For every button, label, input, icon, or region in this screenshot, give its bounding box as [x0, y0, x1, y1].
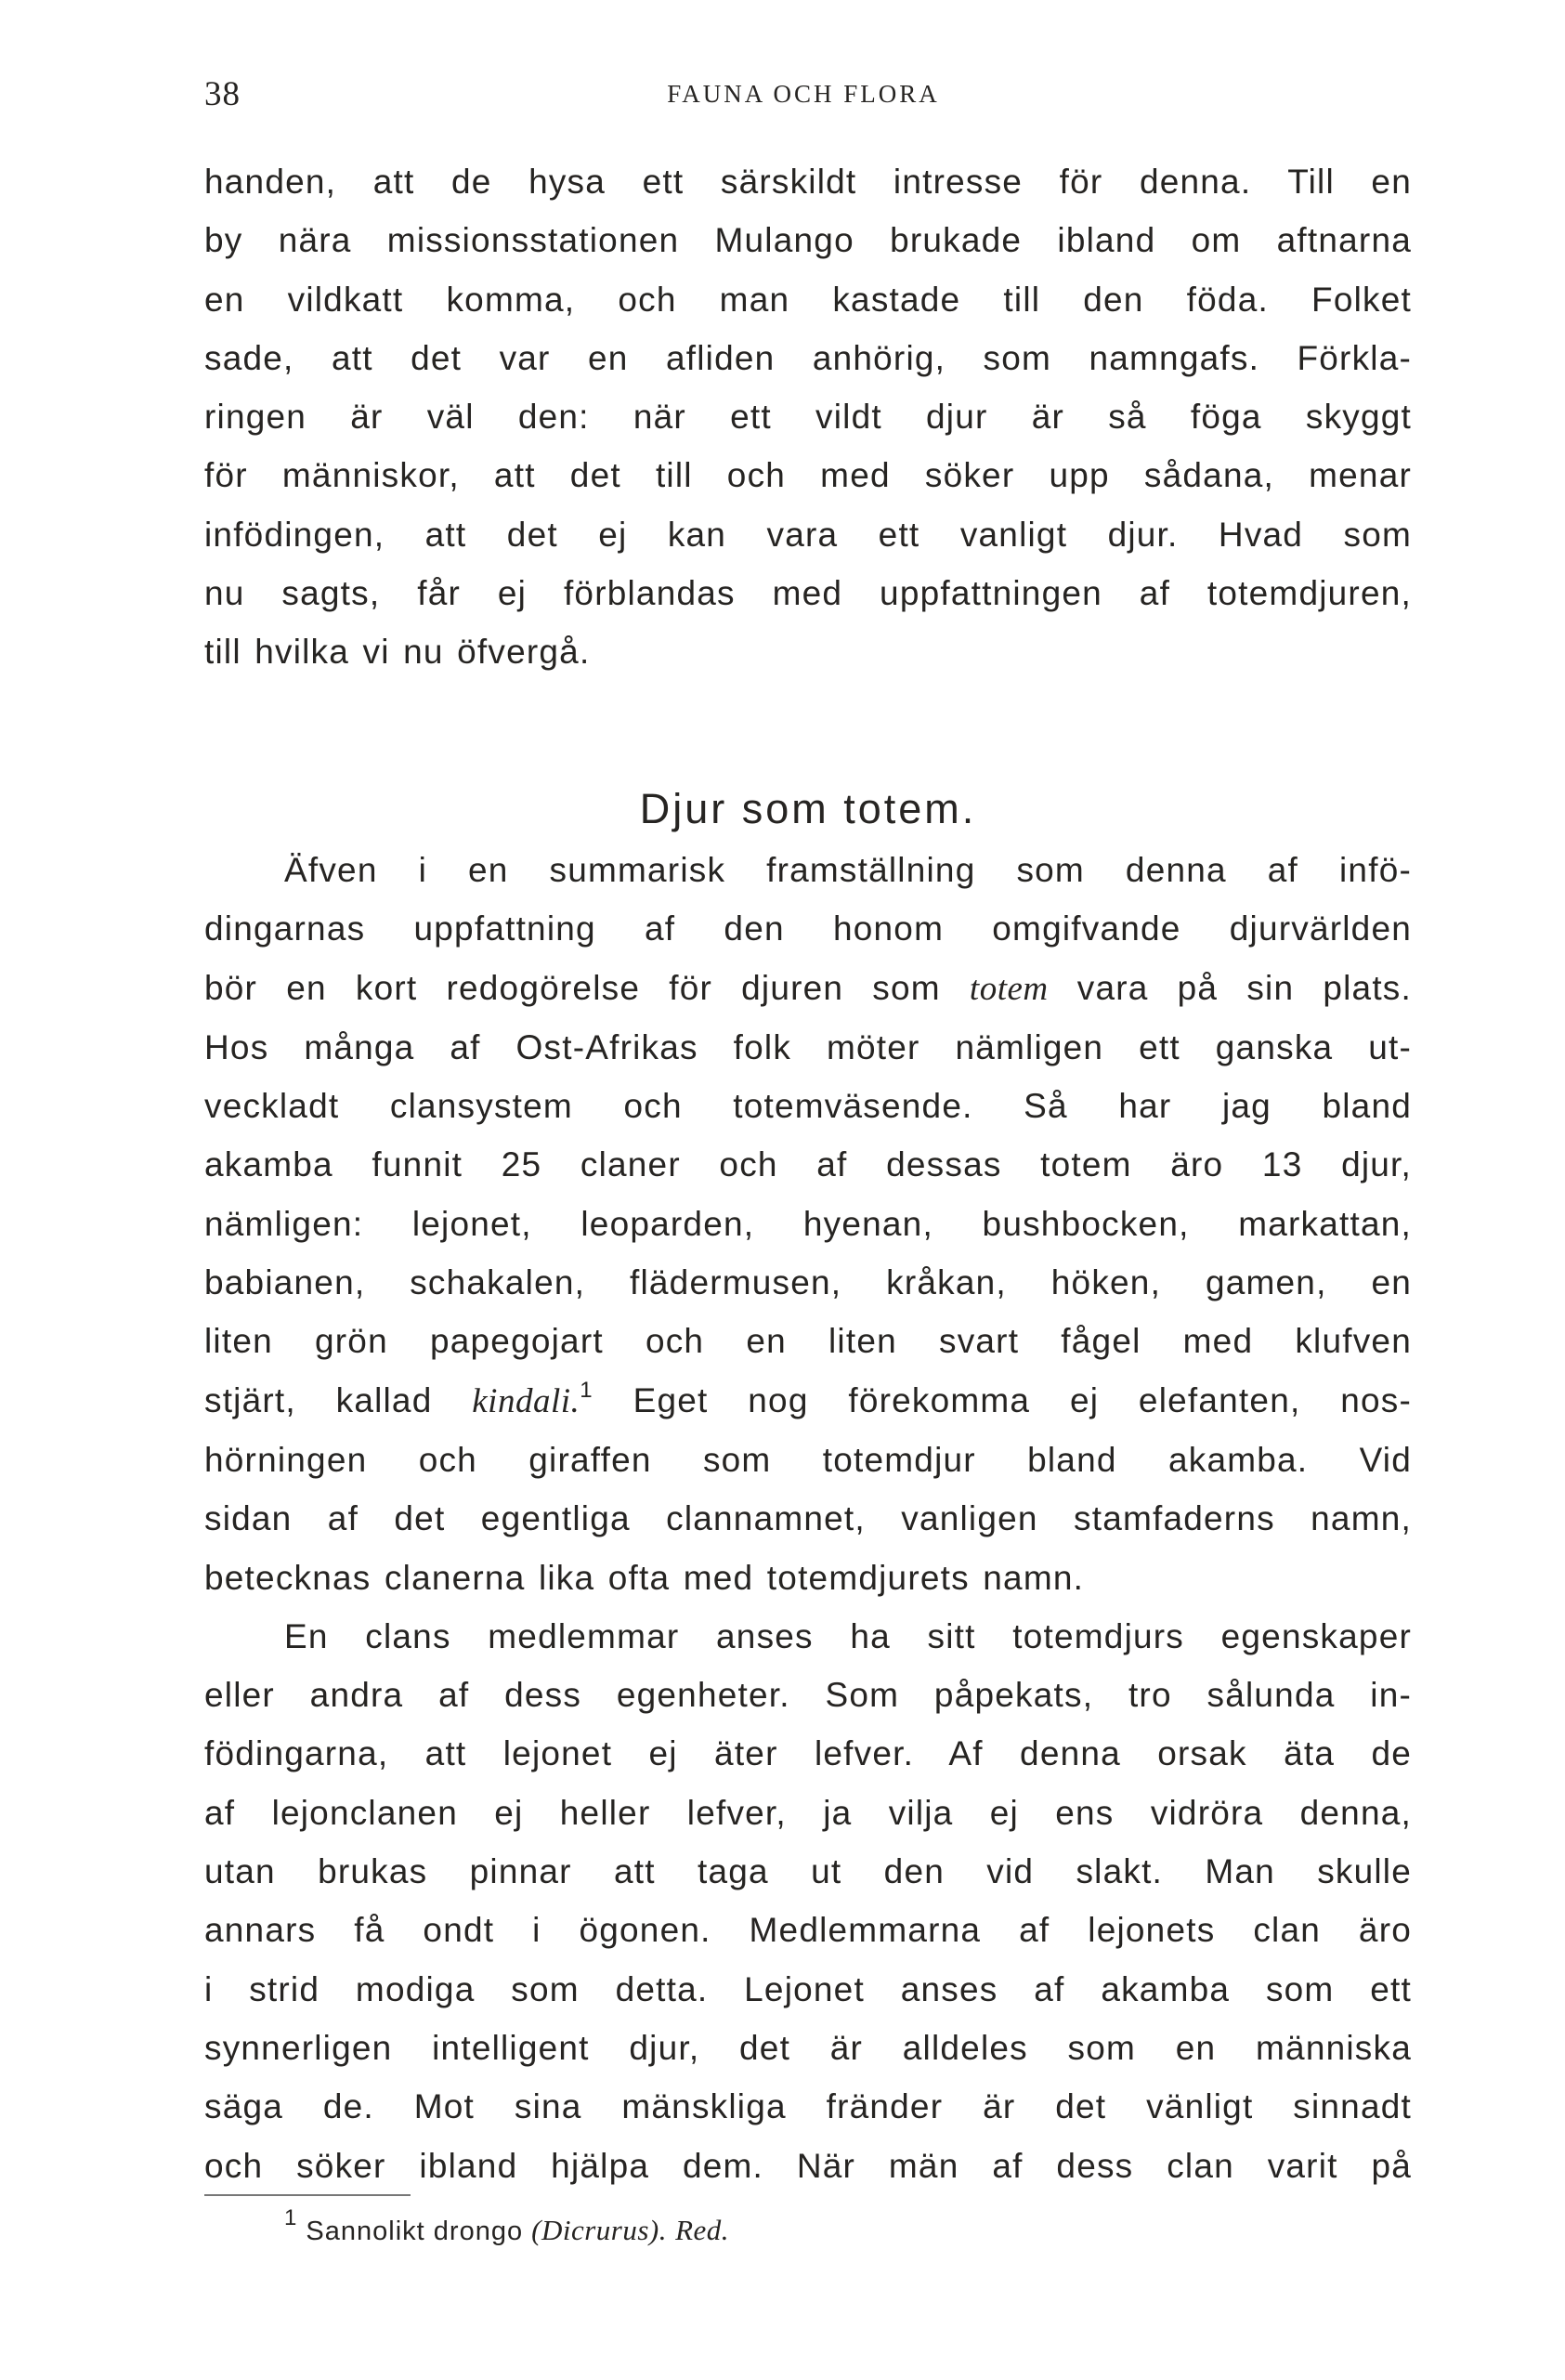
text-line: sade, att det var en afliden anhörig, som namngafs. Förkla- [204, 338, 1412, 377]
text-line: handen, att de hysa ett särskildt intresse för denna. Till en [204, 163, 1412, 201]
italic-term: kindali. [472, 1381, 580, 1420]
text-line: i strid modiga som detta. Lejonet anses af akamba som ett [204, 1969, 1412, 2008]
italic-term: totem [969, 969, 1049, 1008]
text-line: sidan af det egentliga clannamnet, vanligen stamfaderns namn, [204, 1499, 1412, 1538]
section-heading: Djur som totem. [639, 785, 977, 833]
text-run: stjärt, kallad [204, 1380, 473, 1419]
text-line: veckladt clansystem och totemväsende. Så har jag bland [204, 1087, 1412, 1126]
running-title: FAUNA OCH FLORA [667, 80, 940, 108]
text-line: dingarnas uppfattning af den honom omgifvande djurvärlden [204, 909, 1412, 948]
footnote-rule [204, 2194, 411, 2196]
paragraph-continued [204, 152, 1412, 682]
section-body [204, 841, 1412, 2195]
text-line: akamba funnit 25 claner och af dessas totem äro 13 djur, [204, 1145, 1412, 1184]
text-line: för människor, att det till och med söker upp sådana, menar [204, 456, 1412, 495]
text-line: by nära missionsstationen Mulango brukade ibland om aftnarna [204, 221, 1412, 260]
text-line: födingarna, att lejonet ej äter lefver. Af denna orsak äta de [204, 1734, 1412, 1773]
text-line: af lejonclanen ej heller lefver, ja vilja ej ens vidröra denna, [204, 1793, 1412, 1832]
footnote-species: (Dicrurus). [531, 2214, 667, 2246]
text-run: Eget nog förekomma ej elefanten, nos- [593, 1380, 1412, 1419]
running-head [204, 74, 1412, 121]
footnote-marker: 1 [284, 2205, 298, 2230]
text-line: ringen är väl den: när ett vildt djur är så föga skyggt [204, 398, 1412, 437]
text-line: nu sagts, får ej förblandas med uppfattningen af totemdjuren, [204, 574, 1412, 613]
footnote-editor-note: Red. [675, 2214, 730, 2246]
footnote [284, 2205, 730, 2247]
text-line: babianen, schakalen, flädermusen, kråkan, höken, gamen, en [204, 1263, 1412, 1302]
text-line: nämligen: lejonet, leoparden, hyenan, bushbocken, markattan, [204, 1204, 1412, 1243]
text-line: säga de. Mot sina mänskliga fränder är det vänligt sinnadt [204, 2087, 1412, 2126]
text-line: Äfven i en summarisk framställning som denna af infö- [284, 851, 1412, 889]
text-line: en vildkatt komma, och man kastade till den föda. Folket [204, 280, 1412, 319]
text-line: och söker ibland hjälpa dem. När män af dess clan varit på [204, 2146, 1412, 2185]
text-run: vara på sin plats. [1048, 968, 1412, 1007]
text-run: bör en kort redogörelse för djuren som [204, 968, 970, 1007]
text-line [204, 959, 1412, 1018]
text-line: utan brukas pinnar att taga ut den vid slakt. Man skulle [204, 1852, 1412, 1891]
text-line: eller andra af dess egenheter. Som påpekats, tro sålunda in- [204, 1676, 1412, 1715]
footnote-reference[interactable]: 1 [580, 1377, 593, 1403]
text-line: Hos många af Ost-Afrikas folk möter nämligen ett ganska ut- [204, 1027, 1412, 1066]
text-line: En clans medlemmar anses ha sitt totemdjurs egenskaper [284, 1616, 1412, 1655]
text-line: betecknas clanerna lika ofta med totemdjurets namn. [204, 1558, 1085, 1597]
text-line [204, 1371, 1412, 1431]
footnote-text: Sannolikt drongo [306, 2217, 532, 2246]
text-line: synnerligen intelligent djur, det är alldeles som en människa [204, 2028, 1412, 2067]
text-line: infödingen, att det ej kan vara ett vanligt djur. Hvad som [204, 515, 1412, 554]
text-line: liten grön papegojart och en liten svart fågel med klufven [204, 1322, 1412, 1361]
text-line: hörningen och giraffen som totemdjur bland akamba. Vid [204, 1440, 1412, 1479]
text-line: annars få ondt i ögonen. Medlemmarna af lejonets clan äro [204, 1911, 1412, 1950]
page-number: 38 [204, 75, 241, 113]
text-line: till hvilka vi nu öfvergå. [204, 633, 591, 672]
